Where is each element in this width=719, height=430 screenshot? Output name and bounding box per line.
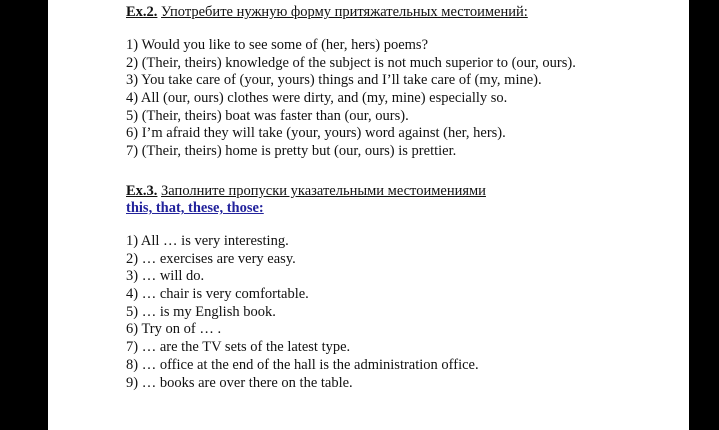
exercise-2-instruction: Употребите нужную форму притяжательных местоимений: <box>161 4 528 20</box>
list-item: 4) … chair is very comfortable. <box>126 286 309 303</box>
list-item: 8) … office at the end of the hall is the administration office. <box>126 356 479 373</box>
exercise-3-pronouns: this, that, these, those: <box>126 200 264 216</box>
exercise-3-instruction: Заполните пропуски указательными местоимениями <box>161 183 486 199</box>
list-item: 1) All … is very interesting. <box>126 233 289 249</box>
list-item: 1) Would you like to see some of (her, hers) poems? <box>126 37 429 53</box>
exercise-3-heading <box>126 182 486 200</box>
list-item: 3) … will do. <box>126 268 205 285</box>
list-item: 9) … books are over there on the table. <box>126 374 353 391</box>
list-item: 7) (Their, theirs) home is pretty but (our, ours) is prettier. <box>126 143 457 160</box>
exercise-2-heading <box>126 3 528 21</box>
list-item: 5) (Their, theirs) boat was faster than (our, ours). <box>126 107 409 124</box>
list-item: 6) Try on of … . <box>126 321 222 338</box>
list-item: 7) … are the TV sets of the latest type. <box>126 339 351 356</box>
list-item: 5) … is my English book. <box>126 303 276 320</box>
list-item: 4) All (our, ours) clothes were dirty, and (my, mine) especially so. <box>126 90 508 107</box>
list-item: 2) … exercises are very easy. <box>126 250 296 267</box>
list-item: 3) You take care of (your, yours) things and I’ll take care of (my, mine). <box>126 72 542 89</box>
list-item: 6) I’m afraid they will take (your, yours) word against (her, hers). <box>126 125 506 142</box>
document-page <box>48 0 689 430</box>
exercise-2-number: Ex.2. <box>126 4 158 20</box>
exercise-3-list <box>126 233 479 392</box>
list-item: 2) (Their, theirs) knowledge of the subject is not much superior to (our, ours). <box>126 54 576 71</box>
exercise-3-number: Ex.3. <box>126 183 158 199</box>
exercise-2-list <box>126 37 576 161</box>
